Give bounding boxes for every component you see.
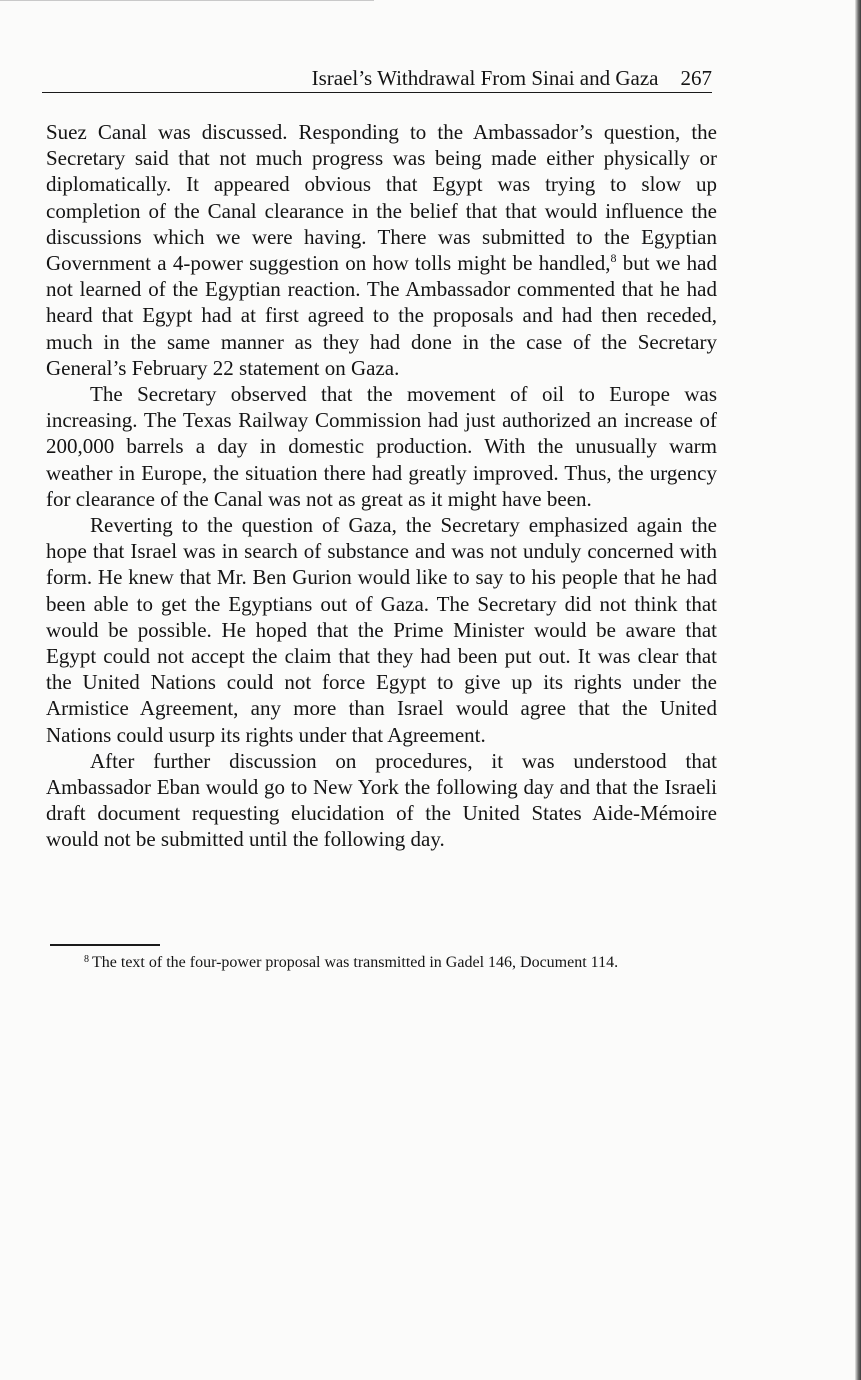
footnote-text: The text of the four-power proposal was transmitted in Gadel 146, Document 114. [92, 954, 619, 971]
paragraph-1 [46, 119, 717, 381]
paragraph-3: Reverting to the question of Gaza, the Secretary emphasized again the hope that Israel was in search of substance and was not unduly concerned with form. He knew that Mr. Ben Gurion would like to say to his people that he had been able to get the Egyptians out of Gaza. The Secretary did not think that would be possible. He hoped that the Prime Minister would be aware that Egypt could not accept the claim that they had been put out. It was clear that the United Nations could not force Egypt to give up its rights under the Armistice Agreement, any more than Israel would agree that the United Nations could usurp its rights under that Agreement. [46, 513, 717, 747]
running-title: Israel’s Withdrawal From Sinai and Gaza [311, 66, 659, 90]
paragraph-1-text-a: Suez Canal was discussed. Responding to the Ambassador’s question, the Secretary said that not much progress was being made either physically or diplomatically. It appeared obvious that Egypt was trying to slow up completion of the Canal clearance in the belief that that would influence the discussions which we were having. There was submitted to the Egyptian Government a 4-power suggestion on how tolls might be handled, [46, 120, 717, 276]
book-page-edge [855, 0, 861, 1380]
running-header [42, 64, 712, 93]
paragraph-1-text-b: but we had not learned of the Egyptian reaction. The Ambassador commented that he had heard that Egypt had at first agreed to the proposals and had then receded, much in the same manner as they had done in the case of the Secretary General’s February 22 statement on Gaza. [46, 251, 717, 380]
footnote-separator [50, 944, 160, 946]
scan-edge-line [0, 0, 374, 1]
paragraph-2: The Secretary observed that the movement of oil to Europe was increasing. The Texas Railway Commission had just authorized an increase of 200,000 barrels a day in domestic production. With the unusually warm weather in Europe, the situation there had greatly improved. Thus, the urgency for clearance of the Canal was not as great as it might have been. [46, 382, 717, 511]
paragraph-4: After further discussion on procedures, it was understood that Ambassador Eban would go to New York the following day and that the Israeli draft document requesting elucidation of the United States Aide-Mémoire would not be submitted until the following day. [46, 748, 717, 852]
page-number: 267 [680, 66, 712, 90]
footnote [84, 952, 724, 974]
footnote-reference: 8 [610, 251, 617, 266]
body-text [46, 119, 717, 853]
footnote-mark: 8 [84, 954, 89, 965]
